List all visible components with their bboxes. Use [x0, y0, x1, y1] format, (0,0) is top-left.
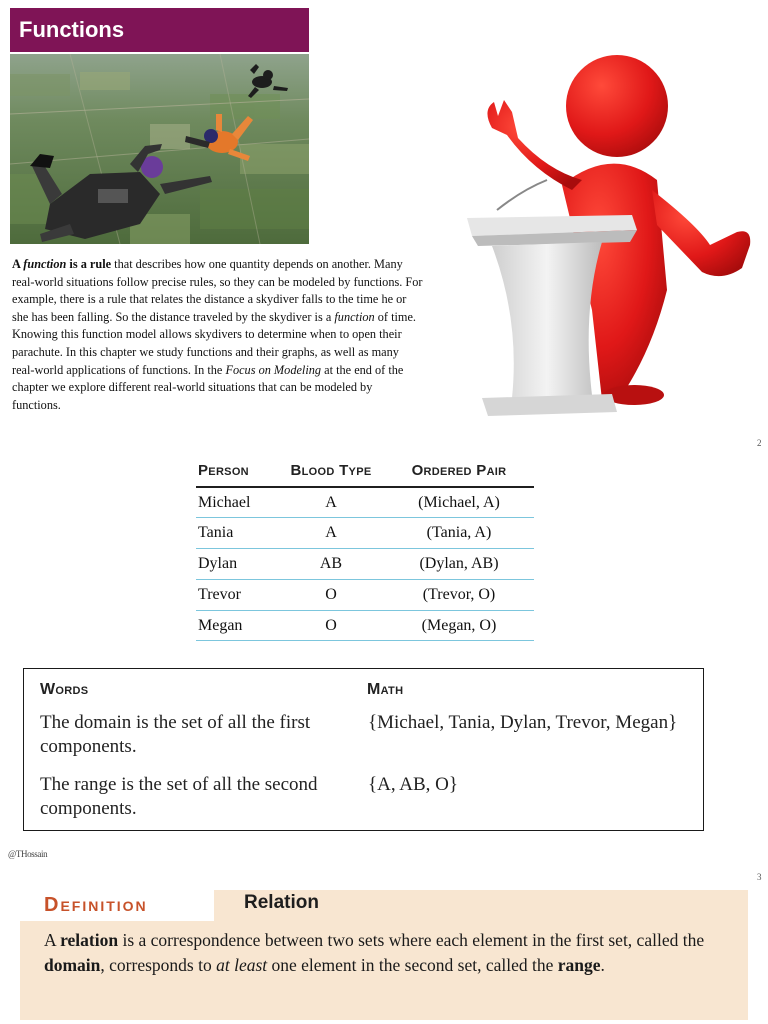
page-title: Functions [10, 8, 309, 52]
intro-term-function: function [23, 257, 67, 271]
def-term-relation: relation [60, 930, 119, 950]
cell-blood-type: A [278, 518, 384, 549]
def-term-range: range [557, 954, 601, 975]
definition-box [20, 890, 748, 1020]
domain-math: {Michael, Tania, Dylan, Trevor, Megan} [368, 712, 678, 733]
table-row [196, 610, 534, 641]
blood-type-table [196, 455, 534, 641]
cell-ordered-pair: (Dylan, AB) [384, 549, 534, 580]
intro-text-2: of time. Knowing this function model allows skydivers to determine when to open their parachute. In this chapter we study functions and their graphs, as well as many real-world applications of functions. In the [12, 309, 417, 377]
cell-ordered-pair: (Megan, O) [384, 610, 534, 641]
definition-title: Relation [244, 892, 319, 913]
def-text-4: one element in the second set, called the [267, 954, 558, 975]
math-header: Math [367, 681, 404, 698]
slide-number: 3 [757, 872, 762, 882]
table-row [196, 487, 534, 518]
author-credit: @THossain [8, 849, 48, 859]
cell-blood-type: AB [278, 549, 384, 580]
def-at-least: at least [216, 954, 268, 975]
intro-focus-on-modeling: Focus on Modeling [225, 362, 322, 377]
definition-text [44, 928, 734, 977]
cell-person: Tania [196, 518, 278, 549]
column-header-blood-type: Blood Type [278, 455, 384, 487]
intro-text-3: at the end of the chapter we explore different real-world situations that can be modeled by functions. [12, 362, 404, 412]
cell-person: Michael [196, 487, 278, 518]
cell-person: Trevor [196, 579, 278, 610]
table-row [196, 518, 534, 549]
column-header-ordered-pair: Ordered Pair [384, 455, 534, 487]
intro-term-function-2: function [334, 309, 375, 324]
skydiver-photo [10, 54, 309, 244]
definition-label: Definition [20, 890, 214, 921]
range-words: The range is the set of all the second components. [40, 774, 318, 819]
words-math-box [23, 668, 704, 831]
cell-blood-type: O [278, 610, 384, 641]
def-text-3: , corresponds to [100, 954, 217, 975]
cell-person: Megan [196, 610, 278, 641]
column-header-person: Person [196, 455, 278, 487]
def-text-2: is a correspondence between two sets where each element in the first set, called the [118, 930, 705, 950]
cell-person: Dylan [196, 549, 278, 580]
cell-blood-type: O [278, 579, 384, 610]
cell-ordered-pair: (Tania, A) [384, 518, 534, 549]
cell-ordered-pair: (Trevor, O) [384, 579, 534, 610]
range-math: {A, AB, O} [368, 774, 459, 795]
presenter-figure-illustration [452, 50, 762, 430]
table-row [196, 549, 534, 580]
intro-paragraph [12, 256, 424, 414]
table-header-row [196, 455, 534, 487]
cell-ordered-pair: (Michael, A) [384, 487, 534, 518]
intro-text-1: that describes how one quantity depends on another. Many real-world situations follow precise rules, so they can be modeled by functions. For example, there is a rule that relates the distance a skydiver falls to the time he or she has been falling. So the distance traveled by the skydiver is a [12, 257, 423, 324]
intro-is-a-rule: is a rule [66, 257, 112, 271]
def-term-domain: domain [44, 954, 101, 975]
def-text-1: A [44, 930, 61, 950]
intro-a: A [12, 257, 24, 271]
def-text-5: . [600, 954, 605, 975]
words-header: Words [40, 681, 89, 698]
slide-number: 2 [757, 438, 762, 448]
table-row [196, 579, 534, 610]
domain-words: The domain is the set of all the first components. [40, 712, 311, 757]
cell-blood-type: A [278, 487, 384, 518]
